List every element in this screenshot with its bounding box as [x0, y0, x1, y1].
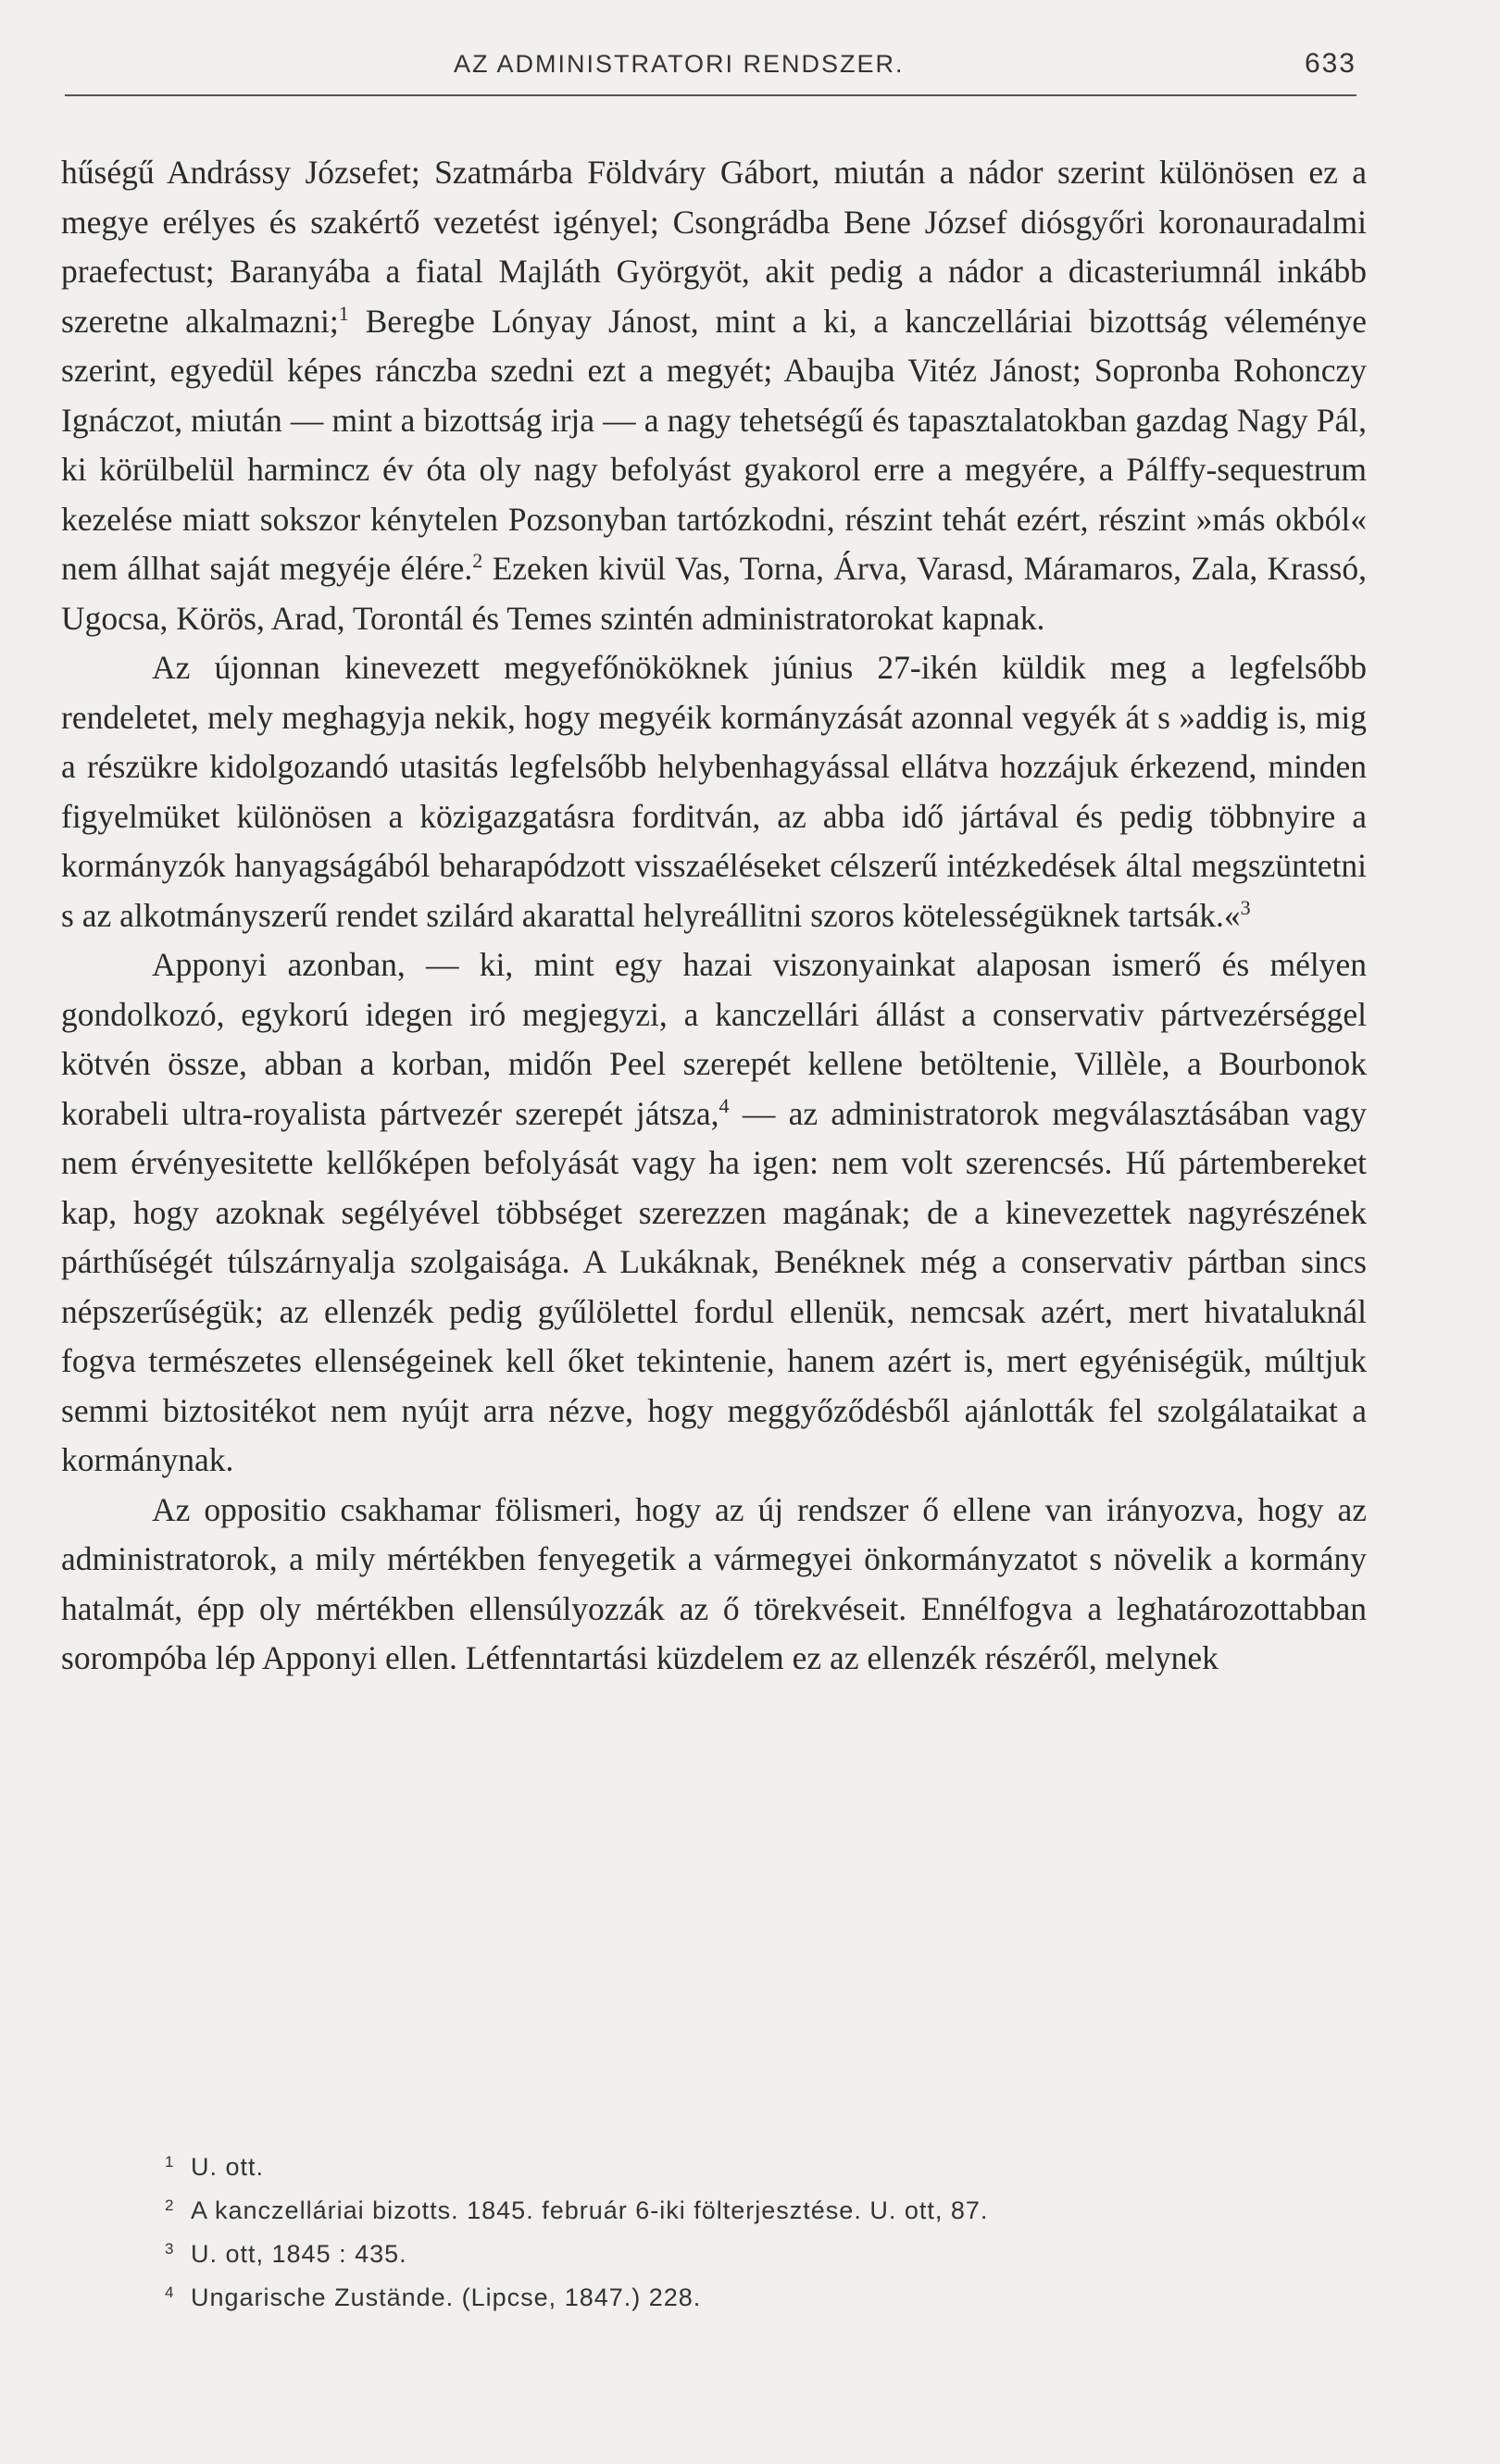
paragraph-text: Apponyi azonban, — ki, mint egy hazai viszonyainkat alaposan ismerő és mélyen gondolkozó, egykorú idegen iró megjegyzi, a kanczellári állást a conservativ pártvezérséggel kötvén össze, abban a korban, midőn Peel szerepét kellene betöltenie, Villèle, a Bourbonok korabeli ultra-royalista pártvezér szerepét játsza, — [61, 946, 1367, 1132]
footnote-4 — [165, 2273, 1322, 2317]
paragraph-text: — az administratorok megválasztásában vagy nem érvényesitette kellőképen befolyását vagy ha igen: nem volt szerencsés. Hű pártembereket kap, hogy azoknak segélyével többséget szerezzen magának; de a kinevezettek nagyrészének párthűségét túlszárnyalja szolgaisága. A Lukáknak, Benéknek még a conservativ pártban sincs népszerűségük; az ellenzék pedig gyűlölettel fordul ellenük, nemcsak azért, mert hivataluknál fogva természetes ellenségeinek kell őket tekintenie, hanem azért is, mert egyéniségük, múltjuk semmi biztositékot nem nyújt arra nézve, hogy meggyőződésből ajánlották fel szolgálataikat a kormánynak. — [61, 1094, 1368, 1478]
paragraph-text: hűségű Andrássy Józsefet; Szatmárba Földváry Gábort, miután a nádor szerint különösen ez a megye erélyes és szakértő vezetést igényel; Csongrádba Bene József diósgyőri koronauradalmi praefectust; Baranyába a fiatal Majláth Györgyöt, akit pedig a nádor a dicasteriumnál inkább szeretne alkalmazni; — [61, 154, 1367, 340]
paragraph-4 — [61, 1486, 1367, 1684]
paragraph-1 — [61, 148, 1367, 643]
footnote-2 — [165, 2186, 1322, 2230]
footnote-mark: 2 — [165, 2196, 175, 2214]
paragraph-text: Az újonnan kinevezett megyefőnököknek június 27-ikén küldik meg a legfelsőbb rendeletet, mely meghagyja nekik, hogy megyéik kormányzását azonnal vegyék át s »addig is, mig a részükre kidolgozandó utasitás legfelsőbb helybenhagyással ellátva hozzájuk érkezend, minden figyelmüket különösen a közigazgatásra forditván, az abba idő jártával és pedig többnyire a kormányzók hanyagságából beharapódzott visszaéléseket célszerű intézkedések által megszüntetni s az alkotmányszerű rendet szilárd akarattal helyreállitni szoros kötelességüknek tartsák.« — [61, 649, 1367, 934]
running-head: AZ ADMINISTRATORI RENDSZER. — [454, 50, 905, 78]
paragraph-text: Az oppositio csakhamar fölismeri, hogy az új rendszer ő ellene van irányozva, hogy az administratorok, a mily mértékben fenyegetik a vármegyei önkormányzatot s növelik a kormány hatalmát, épp oly mértékben ellensúlyozzák az ő törekvéseit. Ennélfogva a leghatározottabban sorompóba lép Apponyi ellen. Létfenntartási küzdelem ez az ellenzék részéről, melynek — [61, 1490, 1367, 1676]
footnote-1 — [165, 2143, 1322, 2186]
body-text — [61, 148, 1367, 1684]
footnote-3 — [165, 2230, 1322, 2273]
footnote-text: A kanczelláriai bizotts. 1845. február 6-iki fölterjesztése. U. ott, 87. — [191, 2196, 989, 2224]
footnote-text: U. ott. — [191, 2153, 265, 2181]
footnote-text: U. ott, 1845 : 435. — [191, 2240, 407, 2268]
footnote-ref-3[interactable]: 3 — [1240, 895, 1251, 919]
paragraph-text: Beregbe Lónyay Jánost, mint a ki, a kanczelláriai bizottság véleménye szerint, egyedül képes ránczba szedni ezt a megyét; Abaujba Vitéz Jánost; Sopronba Rohonczy Ignáczot, miután — mint a bizottság irja — a nagy tehetségű és tapasztalatokban gazdag Nagy Pál, ki körülbelül harmincz év óta oly nagy befolyást gyakorol erre a megyére, a Pálffy-sequestrum kezelése miatt sokszor kénytelen Pozsonyban tartózkodni, részint tehát ezért, részint »más okból« nem állhat saját megyéje élére. — [61, 302, 1367, 587]
footnote-text: Ungarische Zustände. (Lipcse, 1847.) 228. — [191, 2284, 702, 2311]
page-header — [65, 46, 1356, 96]
footnote-mark: 1 — [165, 2153, 175, 2171]
footnote-ref-1[interactable]: 1 — [338, 301, 349, 325]
paragraph-text: Ezeken kivül Vas, Torna, Árva, Varasd, Máramaros, Zala, Krassó, Ugocsa, Körös, Arad, Torontál és Temes szintén administratorokat kapnak. — [61, 550, 1367, 637]
footnote-mark: 4 — [165, 2284, 175, 2301]
footnotes — [165, 2143, 1322, 2317]
footnote-mark: 3 — [165, 2240, 175, 2258]
footnote-ref-2[interactable]: 2 — [472, 549, 483, 573]
paragraph-2 — [61, 643, 1367, 940]
page-number: 633 — [1304, 48, 1356, 79]
paragraph-3 — [61, 940, 1367, 1486]
footnote-ref-4[interactable]: 4 — [719, 1093, 730, 1117]
